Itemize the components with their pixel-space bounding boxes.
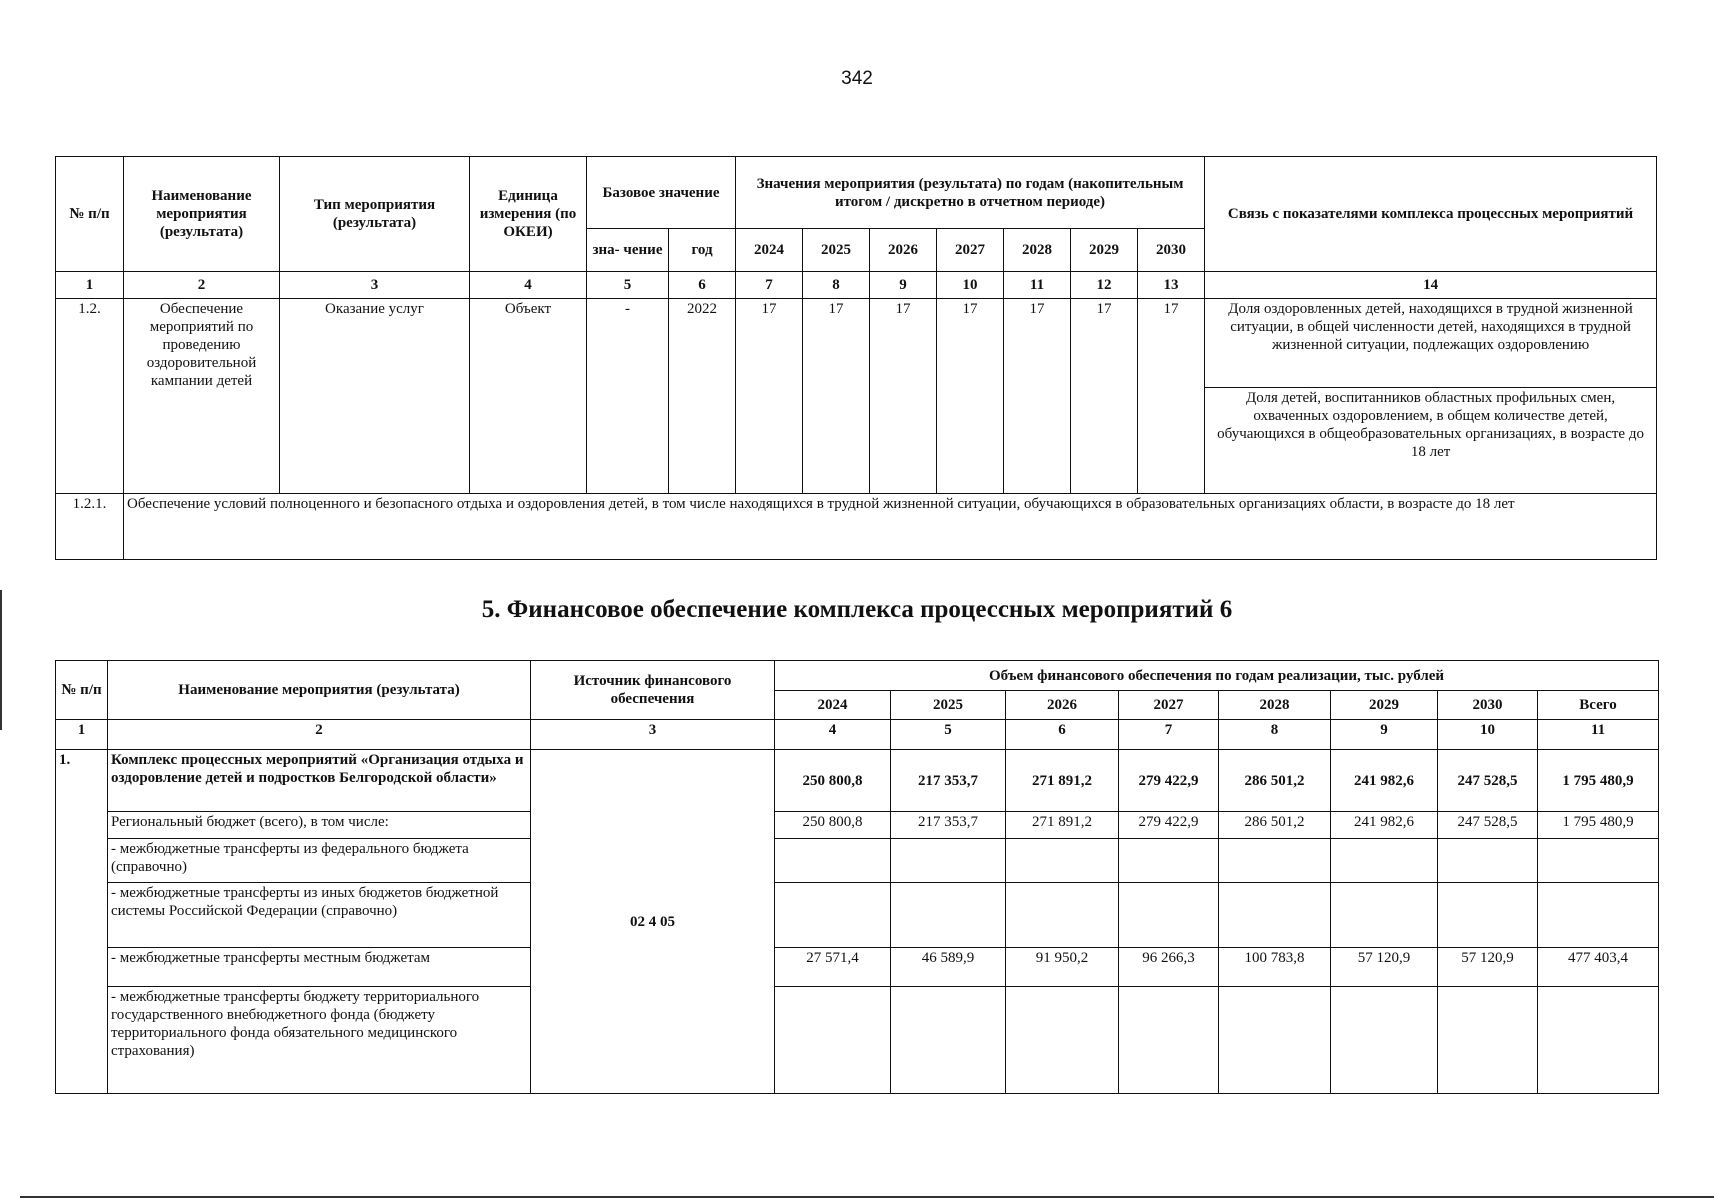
column-number: 5 bbox=[587, 272, 669, 299]
column-number: 2 bbox=[124, 272, 280, 299]
row-value bbox=[1219, 839, 1331, 883]
row-value: 247 528,5 bbox=[1438, 750, 1538, 812]
column-number: 6 bbox=[1006, 720, 1119, 750]
row-value bbox=[1219, 883, 1331, 948]
column-number: 5 bbox=[891, 720, 1006, 750]
header-name: Наименование мероприятия (результата) bbox=[108, 661, 531, 720]
header-volume: Объем финансового обеспечения по годам реализации, тыс. рублей bbox=[775, 661, 1659, 691]
column-number: 11 bbox=[1004, 272, 1071, 299]
row-total bbox=[1538, 839, 1659, 883]
header-values: Значения мероприятия (результата) по годам (накопительным итогом / дискретно в отчетном периоде) bbox=[736, 157, 1205, 229]
row-year-value: 17 bbox=[870, 299, 937, 494]
column-number: 12 bbox=[1071, 272, 1138, 299]
financing-table bbox=[55, 660, 1659, 1094]
row-year-value: 17 bbox=[937, 299, 1004, 494]
row-value bbox=[775, 987, 891, 1094]
row-value: 271 891,2 bbox=[1006, 812, 1119, 839]
row-type: Оказание услуг bbox=[280, 299, 470, 494]
row-value: 279 422,9 bbox=[1119, 750, 1219, 812]
row-value bbox=[1119, 839, 1219, 883]
row-total: 1 795 480,9 bbox=[1538, 750, 1659, 812]
row-value bbox=[1006, 987, 1119, 1094]
column-number: 13 bbox=[1138, 272, 1205, 299]
header-source: Источник финансового обеспечения bbox=[531, 661, 775, 720]
column-number: 14 bbox=[1205, 272, 1657, 299]
row-value bbox=[775, 839, 891, 883]
row-value bbox=[1438, 883, 1538, 948]
row-value bbox=[775, 883, 891, 948]
row-value bbox=[1438, 987, 1538, 1094]
row-num: 1. bbox=[56, 750, 108, 1094]
row-name: - межбюджетные трансферты местным бюджетам bbox=[108, 948, 531, 987]
row-value: 46 589,9 bbox=[891, 948, 1006, 987]
column-number: 10 bbox=[1438, 720, 1538, 750]
row-value: 100 783,8 bbox=[1219, 948, 1331, 987]
subrow-num: 1.2.1. bbox=[56, 494, 124, 560]
row-value: 96 266,3 bbox=[1119, 948, 1219, 987]
row-year-value: 17 bbox=[736, 299, 803, 494]
header-base: Базовое значение bbox=[587, 157, 736, 229]
row-value bbox=[1331, 839, 1438, 883]
row-value: 250 800,8 bbox=[775, 812, 891, 839]
row-name: Региональный бюджет (всего), в том числе: bbox=[108, 812, 531, 839]
row-value bbox=[1119, 883, 1219, 948]
header-year: 2026 bbox=[870, 229, 937, 272]
column-number: 9 bbox=[870, 272, 937, 299]
row-value bbox=[891, 883, 1006, 948]
header-year: 2027 bbox=[1119, 691, 1219, 720]
header-unit: Единица измерения (по ОКЕИ) bbox=[470, 157, 587, 272]
row-value bbox=[891, 839, 1006, 883]
column-number: 8 bbox=[803, 272, 870, 299]
header-year: 2025 bbox=[891, 691, 1006, 720]
subrow-text: Обеспечение условий полноценного и безопасного отдыха и оздоровления детей, в том числе находящихся в трудной жизненной ситуации, обучающихся в образовательных организациях области, в возрасте до 18 лет bbox=[124, 494, 1657, 560]
header-year: 2028 bbox=[1219, 691, 1331, 720]
page-number: 342 bbox=[841, 68, 873, 89]
row-link-indicator: Доля детей, воспитанников областных профильных смен, охваченных оздоровлением, в общем количестве детей, обучающихся в общеобразовательных организациях, в возрасте до 18 лет bbox=[1205, 388, 1657, 494]
header-year: 2024 bbox=[736, 229, 803, 272]
column-number: 3 bbox=[280, 272, 470, 299]
row-total: 1 795 480,9 bbox=[1538, 812, 1659, 839]
row-value: 286 501,2 bbox=[1219, 750, 1331, 812]
column-number: 11 bbox=[1538, 720, 1659, 750]
row-value: 91 950,2 bbox=[1006, 948, 1119, 987]
row-value: 286 501,2 bbox=[1219, 812, 1331, 839]
header-name: Наименование мероприятия (результата) bbox=[124, 157, 280, 272]
row-year-value: 17 bbox=[803, 299, 870, 494]
header-num: № п/п bbox=[56, 661, 108, 720]
column-number: 8 bbox=[1219, 720, 1331, 750]
row-value: 57 120,9 bbox=[1438, 948, 1538, 987]
header-year: 2030 bbox=[1138, 229, 1205, 272]
row-num: 1.2. bbox=[56, 299, 124, 494]
header-base-year: год bbox=[669, 229, 736, 272]
row-value bbox=[1219, 987, 1331, 1094]
row-name: - межбюджетные трансферты из иных бюджетов бюджетной системы Российской Федерации (справочно) bbox=[108, 883, 531, 948]
header-year: 2030 bbox=[1438, 691, 1538, 720]
row-value: 241 982,6 bbox=[1331, 750, 1438, 812]
section-title: 5. Финансовое обеспечение комплекса процессных мероприятий 6 bbox=[481, 596, 1233, 623]
scan-edge-line bbox=[20, 1196, 1714, 1198]
row-value: 271 891,2 bbox=[1006, 750, 1119, 812]
header-year: 2029 bbox=[1071, 229, 1138, 272]
row-base-value: - bbox=[587, 299, 669, 494]
row-value: 279 422,9 bbox=[1119, 812, 1219, 839]
header-base-value: зна- чение bbox=[587, 229, 669, 272]
row-value bbox=[1438, 839, 1538, 883]
row-value: 250 800,8 bbox=[775, 750, 891, 812]
row-link-indicator: Доля оздоровленных детей, находящихся в трудной жизненной ситуации, в общей численности детей, находящихся в трудной жизненной ситуации, подлежащих оздоровлению bbox=[1205, 299, 1657, 388]
column-number: 10 bbox=[937, 272, 1004, 299]
column-number: 4 bbox=[470, 272, 587, 299]
row-year-value: 17 bbox=[1004, 299, 1071, 494]
row-value bbox=[1331, 987, 1438, 1094]
row-total: 477 403,4 bbox=[1538, 948, 1659, 987]
column-number: 7 bbox=[1119, 720, 1219, 750]
column-number: 3 bbox=[531, 720, 775, 750]
row-value: 57 120,9 bbox=[1331, 948, 1438, 987]
column-number: 4 bbox=[775, 720, 891, 750]
row-value bbox=[891, 987, 1006, 1094]
header-num: № п/п bbox=[56, 157, 124, 272]
row-value bbox=[1006, 883, 1119, 948]
header-link: Связь с показателями комплекса процессных мероприятий bbox=[1205, 157, 1657, 272]
row-name: - межбюджетные трансферты бюджету территориального государственного внебюджетного фонда (бюджету территориального фонда обязательного медицинского страхования) bbox=[108, 987, 531, 1094]
scan-edge-line bbox=[0, 590, 2, 730]
header-year: 2029 bbox=[1331, 691, 1438, 720]
row-value: 217 353,7 bbox=[891, 812, 1006, 839]
row-total bbox=[1538, 987, 1659, 1094]
row-year-value: 17 bbox=[1138, 299, 1205, 494]
header-type: Тип мероприятия (результата) bbox=[280, 157, 470, 272]
row-value bbox=[1331, 883, 1438, 948]
row-name: - межбюджетные трансферты из федерального бюджета (справочно) bbox=[108, 839, 531, 883]
column-number: 6 bbox=[669, 272, 736, 299]
header-year: 2027 bbox=[937, 229, 1004, 272]
row-value: 27 571,4 bbox=[775, 948, 891, 987]
row-value: 217 353,7 bbox=[891, 750, 1006, 812]
row-value: 241 982,6 bbox=[1331, 812, 1438, 839]
header-total: Всего bbox=[1538, 691, 1659, 720]
header-year: 2025 bbox=[803, 229, 870, 272]
row-unit: Объект bbox=[470, 299, 587, 494]
column-number: 7 bbox=[736, 272, 803, 299]
column-number: 9 bbox=[1331, 720, 1438, 750]
column-number: 1 bbox=[56, 272, 124, 299]
row-base-year: 2022 bbox=[669, 299, 736, 494]
row-value bbox=[1006, 839, 1119, 883]
header-year: 2024 bbox=[775, 691, 891, 720]
header-year: 2026 bbox=[1006, 691, 1119, 720]
row-value bbox=[1119, 987, 1219, 1094]
row-year-value: 17 bbox=[1071, 299, 1138, 494]
row-value: 247 528,5 bbox=[1438, 812, 1538, 839]
row-total bbox=[1538, 883, 1659, 948]
results-table bbox=[55, 156, 1657, 560]
header-year: 2028 bbox=[1004, 229, 1071, 272]
column-number: 2 bbox=[108, 720, 531, 750]
column-number: 1 bbox=[56, 720, 108, 750]
row-name: Комплекс процессных мероприятий «Организация отдыха и оздоровление детей и подростков Белгородской области» bbox=[108, 750, 531, 812]
source-code: 02 4 05 bbox=[531, 750, 775, 1094]
row-name: Обеспечение мероприятий по проведению оздоровительной кампании детей bbox=[124, 299, 280, 494]
